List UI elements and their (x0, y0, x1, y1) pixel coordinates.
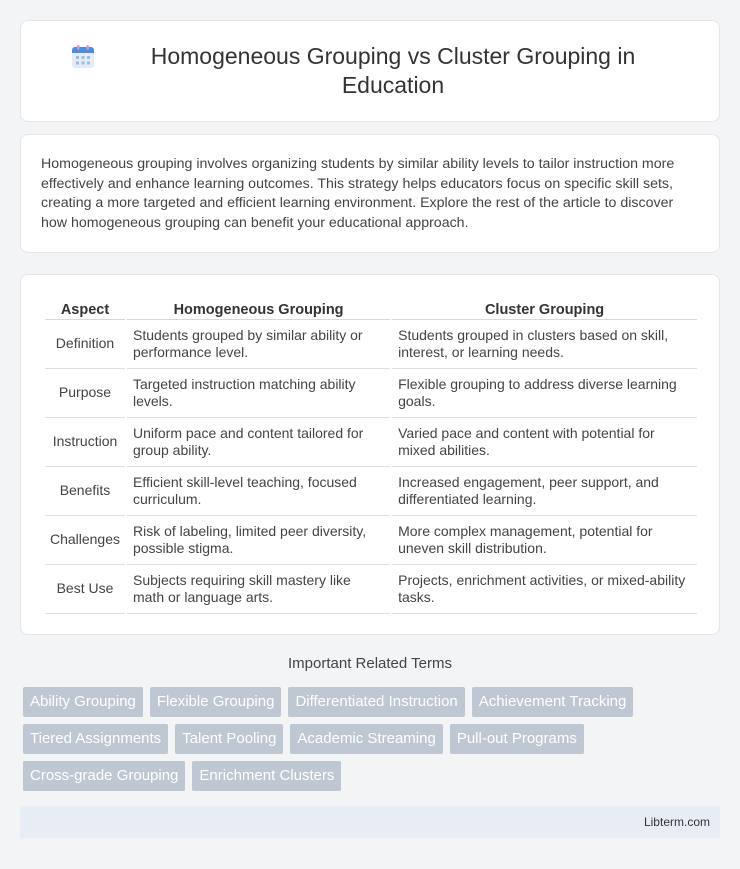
related-terms-heading: Important Related Terms (288, 655, 452, 672)
header-cluster: Cluster Grouping (392, 295, 697, 320)
cluster-cell: Flexible grouping to address diverse learning goals. (392, 369, 697, 418)
aspect-cell: Definition (45, 320, 125, 369)
term-tag-academic-streaming[interactable]: Academic Streaming (290, 724, 442, 754)
homogeneous-cell: Risk of labeling, limited peer diversity, possible stigma. (127, 516, 390, 565)
aspect-cell: Instruction (45, 418, 125, 467)
table-row (45, 565, 697, 614)
cluster-cell: Projects, enrichment activities, or mixed-ability tasks. (392, 565, 697, 614)
homogeneous-cell: Efficient skill-level teaching, focused curriculum. (127, 467, 390, 516)
table-row (45, 418, 697, 467)
comparison-card (20, 274, 720, 635)
footer (20, 806, 720, 838)
term-tag-cross-grade-grouping[interactable]: Cross-grade Grouping (23, 761, 185, 791)
cluster-cell: More complex management, potential for uneven skill distribution. (392, 516, 697, 565)
table-row (45, 320, 697, 369)
table-row (45, 369, 697, 418)
aspect-cell: Purpose (45, 369, 125, 418)
cluster-cell: Varied pace and content with potential for mixed abilities. (392, 418, 697, 467)
title-card (20, 20, 720, 122)
intro-card (20, 134, 720, 253)
term-tag-tiered-assignments[interactable]: Tiered Assignments (23, 724, 168, 754)
homogeneous-cell: Subjects requiring skill mastery like math or language arts. (127, 565, 390, 614)
header-homogeneous: Homogeneous Grouping (127, 295, 390, 320)
table-row (45, 516, 697, 565)
intro-paragraph: Homogeneous grouping involves organizing students by similar ability levels to tailor instruction more effectively and enhance learning outcomes. This strategy helps educators focus on specific skill sets, creating a more targeted and efficient learning environment. Explore the rest of the article to discover how homogeneous grouping can benefit your educational approach. (41, 156, 675, 231)
homogeneous-cell: Students grouped by similar ability or performance level. (127, 320, 390, 369)
cluster-cell: Students grouped in clusters based on skill, interest, or learning needs. (392, 320, 697, 369)
homogeneous-cell: Targeted instruction matching ability levels. (127, 369, 390, 418)
title-wrap (70, 42, 670, 100)
header-aspect: Aspect (45, 295, 125, 320)
term-tag-achievement-tracking[interactable]: Achievement Tracking (472, 687, 634, 717)
calendar-icon (70, 44, 96, 70)
table-row (45, 467, 697, 516)
term-tag-ability-grouping[interactable]: Ability Grouping (23, 687, 143, 717)
aspect-cell: Best Use (45, 565, 125, 614)
related-terms-list (23, 687, 703, 791)
term-tag-talent-pooling[interactable]: Talent Pooling (175, 724, 283, 754)
term-tag-differentiated-instruction[interactable]: Differentiated Instruction (288, 687, 464, 717)
term-tag-pull-out-programs[interactable]: Pull-out Programs (450, 724, 584, 754)
cluster-cell: Increased engagement, peer support, and differentiated learning. (392, 467, 697, 516)
footer-site-link[interactable]: Libterm.com (643, 815, 710, 829)
term-tag-enrichment-clusters[interactable]: Enrichment Clusters (192, 761, 341, 791)
homogeneous-cell: Uniform pace and content tailored for group ability. (127, 418, 390, 467)
comparison-table (43, 295, 699, 614)
page-title: Homogeneous Grouping vs Cluster Grouping in Education (150, 43, 636, 98)
aspect-cell: Benefits (45, 467, 125, 516)
aspect-cell: Challenges (45, 516, 125, 565)
table-header-row (45, 295, 697, 320)
term-tag-flexible-grouping[interactable]: Flexible Grouping (150, 687, 282, 717)
